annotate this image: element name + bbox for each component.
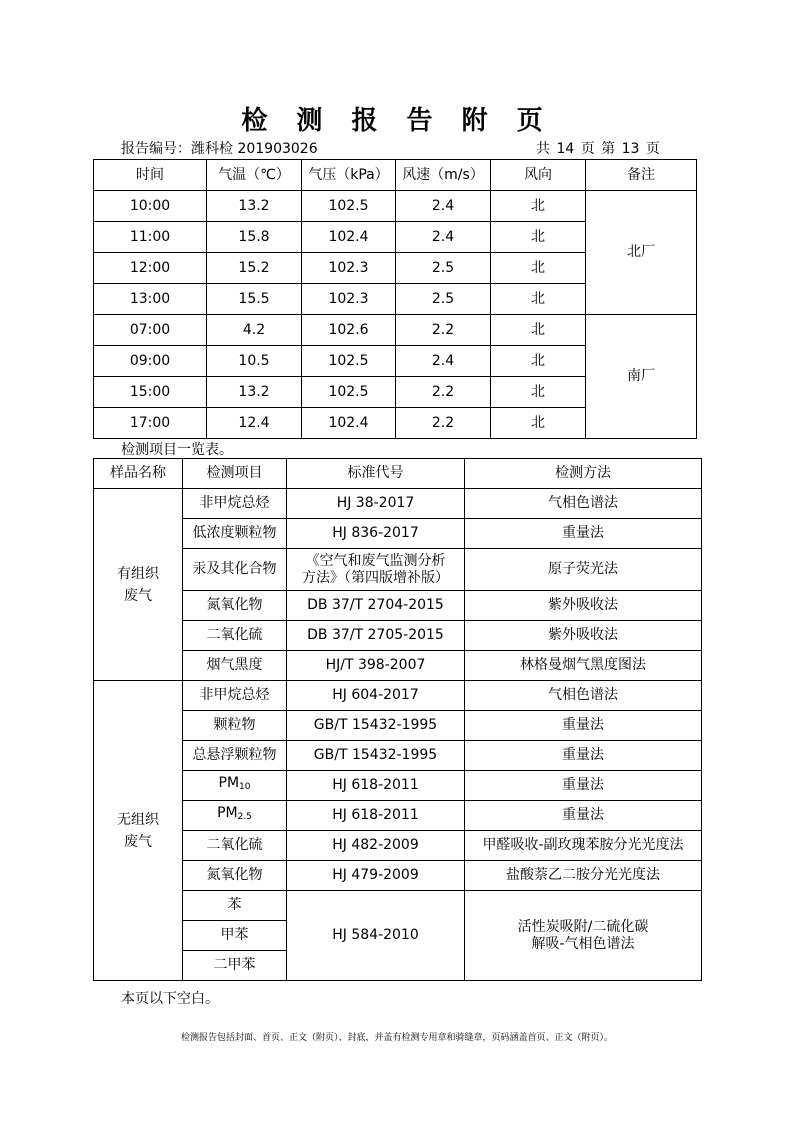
- note-cell: 南厂: [586, 315, 697, 439]
- standard-cell: HJ 479-2009: [287, 861, 465, 891]
- table-row: [94, 711, 702, 741]
- table-row: [94, 891, 702, 921]
- time-cell: 10:00: [94, 191, 207, 222]
- item-base: PM: [217, 805, 238, 821]
- end-note: 本页以下空白。: [121, 991, 219, 1007]
- standard-cell: HJ 836-2017: [287, 519, 465, 549]
- wind-dir-cell: 北: [491, 315, 586, 346]
- table-row: [94, 315, 697, 346]
- method-cell: 重量法: [465, 711, 702, 741]
- method-cell: 原子荧光法: [465, 549, 702, 591]
- item-cell: 非甲烷总烃: [183, 681, 287, 711]
- item-subscript: 2.5: [237, 812, 252, 822]
- temp-cell: 15.8: [207, 222, 302, 253]
- report-number: 报告编号：潍科检 201903026: [121, 141, 318, 157]
- standard-cell: DB 37/T 2704-2015: [287, 591, 465, 621]
- time-cell: 17:00: [94, 408, 207, 439]
- item-cell: 二氧化硫: [183, 621, 287, 651]
- wind-speed-cell: 2.4: [396, 346, 491, 377]
- column-header: 样品名称: [94, 459, 183, 489]
- standard-cell: HJ 618-2011: [287, 771, 465, 801]
- item-cell: 汞及其化合物: [183, 549, 287, 591]
- method-cell: 重量法: [465, 741, 702, 771]
- table-row: [94, 861, 702, 891]
- standard-cell: GB/T 15432-1995: [287, 711, 465, 741]
- table-row: [94, 801, 702, 831]
- table-row: [94, 771, 702, 801]
- column-header: 时间: [94, 160, 207, 191]
- table-row: [94, 651, 702, 681]
- pressure-cell: 102.3: [302, 253, 396, 284]
- page-title: 检 测 报 告 附 页: [241, 106, 553, 136]
- temp-cell: 13.2: [207, 377, 302, 408]
- method-line: 活性炭吸附/二硫化碳: [517, 918, 649, 935]
- standard-cell: HJ/T 398-2007: [287, 651, 465, 681]
- pressure-cell: 102.5: [302, 377, 396, 408]
- item-cell: 二甲苯: [183, 951, 287, 981]
- time-cell: 11:00: [94, 222, 207, 253]
- wind-dir-cell: 北: [491, 191, 586, 222]
- wind-speed-cell: 2.4: [396, 222, 491, 253]
- column-header: 气压（kPa）: [302, 160, 396, 191]
- method-cell: 气相色谱法: [465, 489, 702, 519]
- table-row: [94, 621, 702, 651]
- item-cell: 颗粒物: [183, 711, 287, 741]
- wind-speed-cell: 2.5: [396, 253, 491, 284]
- temp-cell: 12.4: [207, 408, 302, 439]
- method-cell: 盐酸萘乙二胺分光光度法: [465, 861, 702, 891]
- time-cell: 09:00: [94, 346, 207, 377]
- wind-dir-cell: 北: [491, 284, 586, 315]
- standard-cell: HJ 38-2017: [287, 489, 465, 519]
- methods-header-row: [94, 459, 702, 489]
- item-cell: [183, 801, 287, 831]
- footer-note: 检测报告包括封面、首页、正文（附页）、封底，并盖有检测专用章和骑缝章，页码涵盖首页、正文（附页）。: [180, 1033, 613, 1043]
- method-cell: 重量法: [465, 801, 702, 831]
- method-cell: 紫外吸收法: [465, 621, 702, 651]
- column-header: 检测方法: [465, 459, 702, 489]
- methods-list-title: 检测项目一览表。: [121, 442, 233, 458]
- wind-speed-cell: 2.4: [396, 191, 491, 222]
- table-row: [94, 681, 702, 711]
- item-cell: 氮氧化物: [183, 591, 287, 621]
- method-cell: 甲醛吸收-副玫瑰苯胺分光光度法: [465, 831, 702, 861]
- pressure-cell: 102.5: [302, 191, 396, 222]
- standard-cell: HJ 584-2010: [287, 891, 465, 981]
- table-row: [94, 549, 702, 591]
- table-row: [94, 741, 702, 771]
- wind-speed-cell: 2.2: [396, 408, 491, 439]
- sample-name-cell: [94, 489, 183, 681]
- wind-dir-cell: 北: [491, 253, 586, 284]
- item-cell: [183, 771, 287, 801]
- column-header: 风速（m/s）: [396, 160, 491, 191]
- method-cell: 林格曼烟气黑度图法: [465, 651, 702, 681]
- table-row: [94, 519, 702, 549]
- table-row: [94, 831, 702, 861]
- item-cell: 氮氧化物: [183, 861, 287, 891]
- weather-table: [93, 159, 697, 439]
- wind-speed-cell: 2.5: [396, 284, 491, 315]
- methods-table: [93, 458, 702, 981]
- wind-dir-cell: 北: [491, 222, 586, 253]
- item-cell: 苯: [183, 891, 287, 921]
- item-subscript: 10: [239, 782, 251, 792]
- wind-dir-cell: 北: [491, 408, 586, 439]
- sample-name-line: 有组织: [117, 565, 159, 582]
- temp-cell: 4.2: [207, 315, 302, 346]
- standard-cell: HJ 618-2011: [287, 801, 465, 831]
- pressure-cell: 102.4: [302, 408, 396, 439]
- table-row: [94, 489, 702, 519]
- column-header: 备注: [586, 160, 697, 191]
- standard-cell: GB/T 15432-1995: [287, 741, 465, 771]
- item-cell: 总悬浮颗粒物: [183, 741, 287, 771]
- time-cell: 13:00: [94, 284, 207, 315]
- standard-cell: [287, 549, 465, 591]
- table-row: [94, 591, 702, 621]
- temp-cell: 15.2: [207, 253, 302, 284]
- sample-name-line: 废气: [124, 833, 152, 850]
- wind-dir-cell: 北: [491, 377, 586, 408]
- column-header: 风向: [491, 160, 586, 191]
- column-header: 气温（℃）: [207, 160, 302, 191]
- column-header: 检测项目: [183, 459, 287, 489]
- temp-cell: 15.5: [207, 284, 302, 315]
- wind-speed-cell: 2.2: [396, 377, 491, 408]
- standard-line: 方法》（第四版增补版）: [302, 569, 449, 586]
- sample-name-line: 废气: [124, 587, 152, 604]
- standard-cell: DB 37/T 2705-2015: [287, 621, 465, 651]
- weather-header-row: [94, 160, 697, 191]
- standard-cell: HJ 604-2017: [287, 681, 465, 711]
- pressure-cell: 102.6: [302, 315, 396, 346]
- table-row: [94, 191, 697, 222]
- time-cell: 15:00: [94, 377, 207, 408]
- time-cell: 07:00: [94, 315, 207, 346]
- method-cell: 重量法: [465, 771, 702, 801]
- column-header: 标准代号: [287, 459, 465, 489]
- standard-line: 《空气和废气监测分析: [305, 552, 446, 569]
- item-cell: 二氧化硫: [183, 831, 287, 861]
- item-cell: 低浓度颗粒物: [183, 519, 287, 549]
- item-cell: 甲苯: [183, 921, 287, 951]
- pressure-cell: 102.4: [302, 222, 396, 253]
- time-cell: 12:00: [94, 253, 207, 284]
- standard-cell: HJ 482-2009: [287, 831, 465, 861]
- method-cell: 气相色谱法: [465, 681, 702, 711]
- pressure-cell: 102.5: [302, 346, 396, 377]
- item-cell: 非甲烷总烃: [183, 489, 287, 519]
- item-cell: 烟气黑度: [183, 651, 287, 681]
- sample-name-line: 无组织: [117, 811, 159, 828]
- wind-dir-cell: 北: [491, 346, 586, 377]
- pressure-cell: 102.3: [302, 284, 396, 315]
- temp-cell: 10.5: [207, 346, 302, 377]
- wind-speed-cell: 2.2: [396, 315, 491, 346]
- method-cell: 重量法: [465, 519, 702, 549]
- method-cell: [465, 891, 702, 981]
- item-base: PM: [218, 775, 240, 791]
- page-count: 共 14 页 第 13 页: [536, 141, 660, 157]
- sample-name-cell: [94, 681, 183, 981]
- method-cell: 紫外吸收法: [465, 591, 702, 621]
- method-line: 解吸-气相色谱法: [531, 935, 635, 952]
- temp-cell: 13.2: [207, 191, 302, 222]
- note-cell: 北厂: [586, 191, 697, 315]
